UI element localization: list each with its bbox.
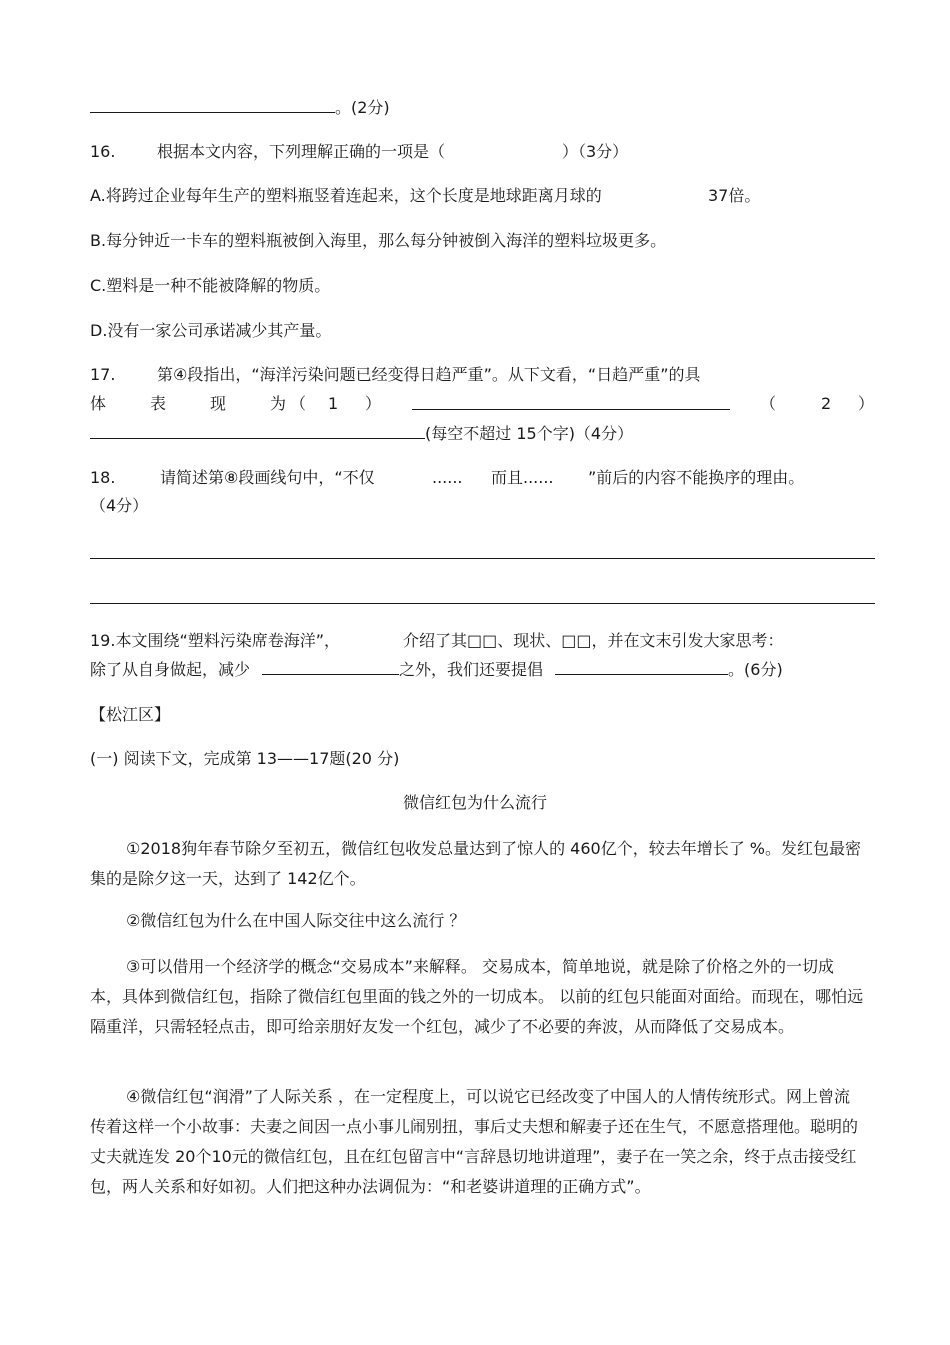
q19-line1b: 介绍了其□□、现状、□□，并在文末引发大家思考：: [403, 631, 784, 650]
q16-option-b: B.每分钟近一卡车的塑料瓶被倒入海里，那么每分钟被倒入海洋的塑料垃圾更多。: [90, 231, 667, 250]
q19-line1: 19.本文围绕“塑料污染席卷海洋”，: [90, 631, 341, 650]
q19-line2b: 之外，我们还要提倡: [399, 660, 544, 679]
answer-blank[interactable]: [90, 96, 335, 113]
q16-option-a-tail: 37倍。: [708, 186, 761, 205]
q16-option-c: C.塑料是一种不能被降解的物质。: [90, 276, 331, 295]
q17-label-2: 2: [821, 394, 832, 413]
q17-label-1: 1: [328, 394, 339, 413]
q17-word: 表: [150, 394, 167, 413]
q17-word: 现: [210, 394, 227, 413]
article-title: 微信红包为什么流行: [402, 793, 547, 812]
q19-blank-1[interactable]: [262, 658, 399, 675]
q17-paren-close-1: ）: [365, 394, 382, 413]
q15-tail: 。(2分): [335, 98, 390, 117]
q16-stem-end: ）（3分）: [562, 142, 629, 161]
q17-paren-close-2: ）: [858, 394, 875, 413]
q17-word: 为: [270, 394, 287, 413]
q17-word: 体: [90, 394, 107, 413]
q18-dots: ......: [432, 468, 463, 487]
q18-stem-b: 而且......: [491, 468, 554, 487]
section-heading: 【松江区】: [90, 705, 171, 724]
q16-option-a: A.将跨过企业每年生产的塑料瓶竖着连起来，这个长度是地球距离月球的: [90, 186, 602, 205]
reading-instruction: (一) 阅读下文，完成第 13——17题(20 分): [90, 749, 400, 768]
q19-line2: [90, 658, 783, 681]
q17-paren-open-2: （: [760, 394, 777, 413]
q18-answer-line-2[interactable]: [90, 603, 875, 604]
q18-answer-line-1[interactable]: [90, 558, 875, 559]
q17-tail: (每空不超过 15个字)（4分）: [425, 424, 634, 443]
q18-number: 18.: [90, 468, 116, 487]
q17-blank-1[interactable]: [412, 393, 730, 410]
q17-paren-open-1: （: [290, 394, 307, 413]
article-paragraph-1: ①2018狗年春节除夕至初五，微信红包收发总量达到了惊人的 460亿个，较去年增长了 %。发红包最密集的是除夕这一天，达到了 142亿个。: [90, 839, 861, 888]
q17-number: 17.: [90, 365, 116, 384]
q18-stem-c: ”前后的内容不能换序的理由。: [588, 468, 805, 487]
q19-line2c: 。(6分): [728, 660, 783, 679]
q16-stem: 根据本文内容，下列理解正确的一项是（: [157, 142, 446, 161]
q18-points: （4分）: [90, 496, 149, 515]
q15-answer-line: [90, 96, 390, 119]
q19-line2a: 除了从自身做起，减少: [90, 660, 251, 679]
q18-stem-a: 请简述第⑧段画线句中，“不仅: [160, 468, 375, 487]
q17-blank-2[interactable]: [90, 422, 425, 439]
q16-number: 16.: [90, 142, 116, 161]
article-paragraph-4: ④微信红包“润滑”了人际关系 ，在一定程度上，可以说它已经改变了中国人的人情传统形式。网上曾流传着这样一个小故事：夫妻之间因一点小事儿闹别扭，事后丈夫想和解妻子还在生气，不愿意搭理他。聪明的丈夫就连发 20个10元的微信红包，且在红包留言中“言辞恳切地讲道理”，妻子在一笑之余，终于点击接受红包，两人关系和好如初。人们把这种办法调侃为：“和老婆讲道理的正确方式”。: [90, 1087, 859, 1196]
q16-option-d: D.没有一家公司承诺减少其产量。: [90, 321, 332, 340]
q17-stem: 第④段指出，“海洋污染问题已经变得日趋严重”。从下文看，“日趋严重”的具: [157, 365, 701, 384]
article-paragraph-3: ③可以借用一个经济学的概念“交易成本”来解释。 交易成本，简单地说，就是除了价格之外的一切成本，具体到微信红包，指除了微信红包里面的钱之外的一切成本。 以前的红包只能面对面给。而现在，哪怕远隔重洋，只需轻轻点击，即可给亲朋好友发一个红包，减少了不必要的奔波，从而降低了交易成本。: [90, 957, 864, 1036]
q19-blank-2[interactable]: [555, 658, 728, 675]
article-paragraph-2: ②微信红包为什么在中国人际交往中这么流行 ？: [126, 911, 466, 930]
q17-line3: [90, 422, 633, 445]
